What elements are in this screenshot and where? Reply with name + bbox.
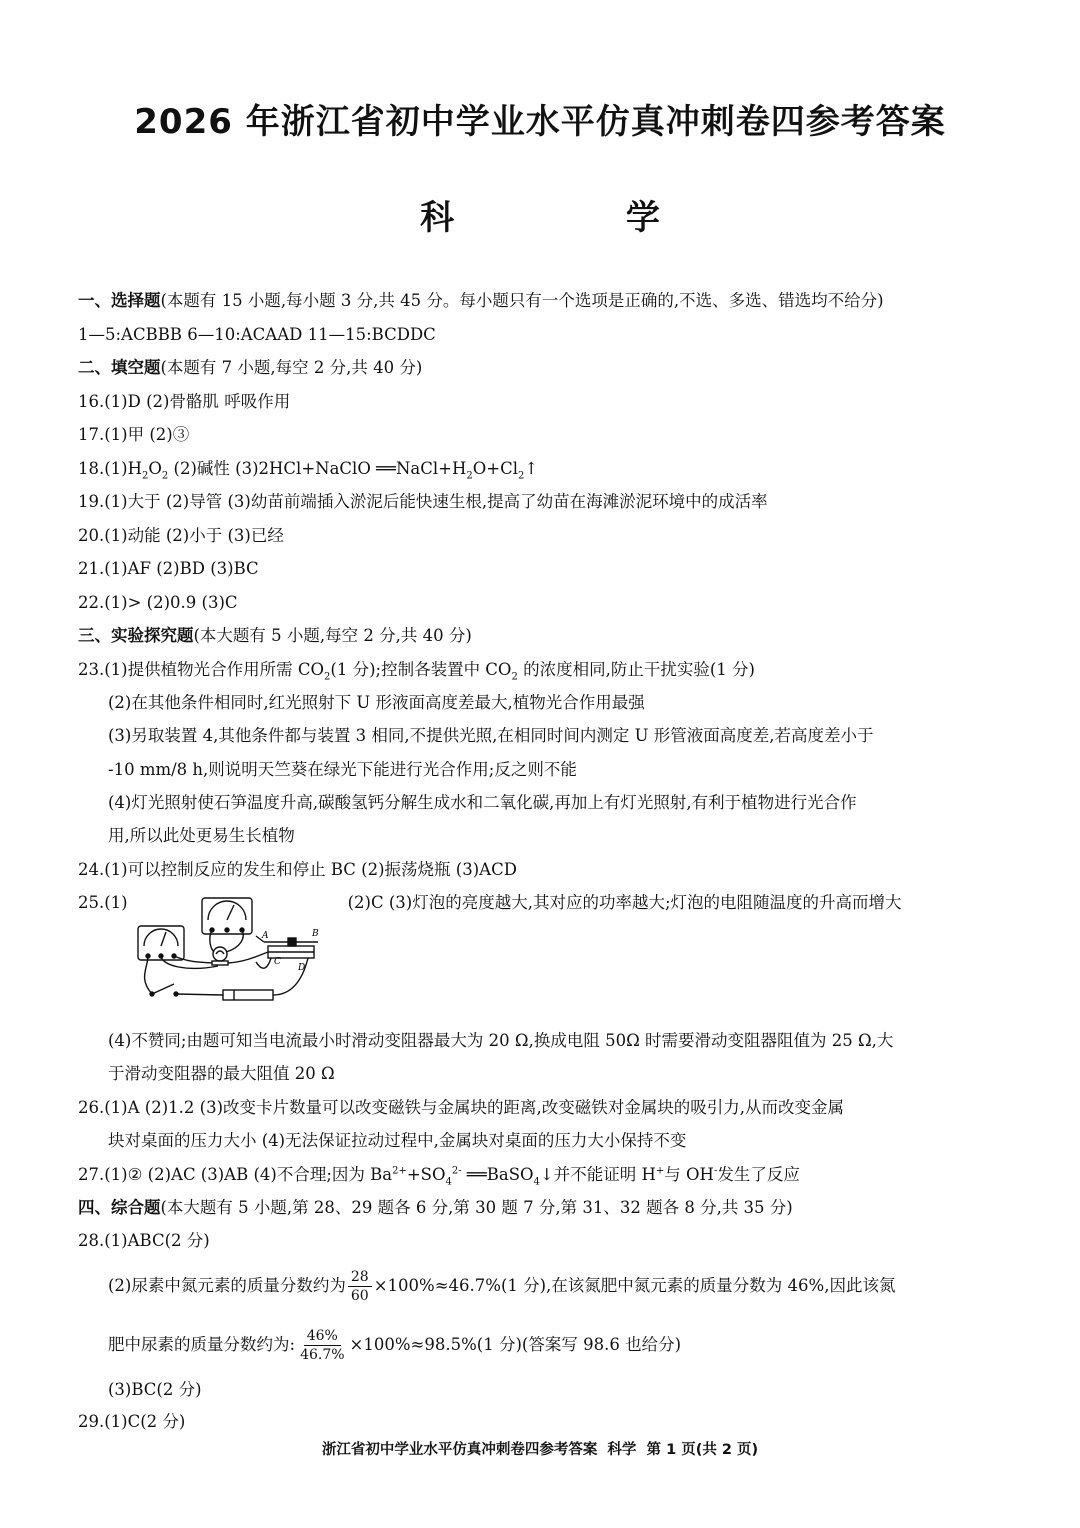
superscript: 2- xyxy=(451,1165,462,1177)
answer-23-text: 23.(1)提供植物光合作用所需 CO xyxy=(78,660,325,679)
answer-28-text: ×100%≈46.7%(1 分),在该氮肥中氮元素的质量分数为 46%,因此该氮 xyxy=(373,1276,896,1295)
terminal-label-b: B xyxy=(312,929,319,939)
section-1-label: 一、选择题 xyxy=(78,291,161,310)
answer-18-text: O+Cl xyxy=(472,459,518,478)
answer-24: 24.(1)可以控制反应的发生和停止 BC (2)振荡烧瓶 (3)ACD xyxy=(78,860,517,879)
answer-26-line-2: 块对桌面的压力大小 (4)无法保证拉动过程中,金属块对桌面的压力大小保持不变 xyxy=(108,1131,687,1150)
fraction-numerator: 46% xyxy=(304,1327,341,1346)
answer-21: 21.(1)AF (2)BD (3)BC xyxy=(78,559,259,578)
answer-28-text: 肥中尿素的质量分数约为: xyxy=(108,1335,296,1354)
subscript: 2 xyxy=(518,470,525,482)
fraction-numerator: 28 xyxy=(348,1268,372,1287)
subscript: 4 xyxy=(445,1176,452,1188)
answer-20: 20.(1)动能 (2)小于 (3)已经 xyxy=(78,526,284,545)
choice-answers: 1—5:ACBBB 6—10:ACAAD 11—15:BCDDC xyxy=(78,325,436,344)
section-1-desc: (本题有 15 小题,每小题 3 分,共 45 分。每小题只有一个选项是正确的,不选、多选、错选均不给分) xyxy=(160,291,884,310)
answer-27-text: ↓并不能证明 H xyxy=(539,1165,656,1184)
section-3-label: 三、实验探究题 xyxy=(78,626,194,645)
answer-18 xyxy=(78,458,1008,480)
section-1-header xyxy=(78,290,1008,312)
answer-28-line-2 xyxy=(108,1266,1038,1306)
answer-25-text: (2)C (3)灯泡的亮度越大,其对应的功率越大;灯泡的电阻随温度的升高而增大 xyxy=(347,893,902,912)
switch-icon xyxy=(152,984,174,994)
answer-18-text: O xyxy=(148,459,162,478)
answer-16: 16.(1)D (2)骨骼肌 呼吸作用 xyxy=(78,392,291,411)
answer-23-line-1 xyxy=(78,659,1008,681)
page-footer: 浙江省初中学业水平仿真冲刺卷四参考答案 科学 第 1 页(共 2 页) xyxy=(321,1442,759,1458)
answer-28-line-3 xyxy=(108,1325,1038,1365)
terminal-label-c: C xyxy=(274,957,281,967)
section-3-desc: (本大题有 5 小题,每空 2 分,共 40 分) xyxy=(193,626,472,645)
answer-29: 29.(1)C(2 分) xyxy=(78,1412,186,1431)
page-title: 2026 年浙江省初中学业水平仿真冲刺卷四参考答案 xyxy=(134,102,946,142)
answer-23-text: 的浓度相同,防止干扰实验(1 分) xyxy=(517,660,755,679)
answer-19: 19.(1)大于 (2)导管 (3)幼苗前端插入淤泥后能快速生根,提高了幼苗在海滩淤泥环境中的成活率 xyxy=(78,492,768,511)
superscript: - xyxy=(713,1165,718,1177)
answer-23-line-2: (2)在其他条件相同时,红光照射下 U 形液面高度差最大,植物光合作用最强 xyxy=(108,693,645,712)
battery-icon xyxy=(223,990,273,1000)
section-3-header xyxy=(78,625,1008,647)
terminal-label-a: A xyxy=(262,931,269,941)
answer-27-text: ══BaSO xyxy=(461,1165,534,1184)
fraction-denominator: 46.7% xyxy=(300,1347,345,1363)
fraction-28-60 xyxy=(348,1268,372,1305)
subscript: 2 xyxy=(511,671,518,683)
answer-27 xyxy=(78,1164,1008,1186)
section-2-header xyxy=(78,357,1008,379)
section-4-desc: (本大题有 5 小题,第 28、29 题各 6 分,第 30 题 7 分,第 31、32 题各 8 分,共 35 分) xyxy=(160,1198,793,1217)
bulb-icon xyxy=(213,947,227,961)
answer-23-line-3: (3)另取装置 4,其他条件都与装置 3 相同,不提供光照,在相同时间内测定 U 形管液面高度差,若高度差小于 xyxy=(108,726,874,745)
answer-18-text: (2)碱性 (3)2HCl+NaClO ══NaCl+H xyxy=(168,459,467,478)
answer-28-text: ×100%≈98.5%(1 分)(答案写 98.6 也给分) xyxy=(349,1335,682,1354)
fraction-46-46-7 xyxy=(297,1327,347,1364)
circuit-diagram xyxy=(128,888,328,1010)
subscript: 2 xyxy=(142,470,149,482)
gas-arrow: ↑ xyxy=(524,459,539,478)
answer-27-text: 与 OH xyxy=(664,1165,714,1184)
answer-28-text: (2)尿素中氮元素的质量分数约为 xyxy=(108,1276,346,1295)
superscript: 2+ xyxy=(392,1165,407,1177)
subscript: 2 xyxy=(324,671,331,683)
subscript: 2 xyxy=(161,470,169,482)
subscript: 4 xyxy=(533,1176,540,1188)
section-4-header xyxy=(78,1197,1008,1219)
answer-22: 22.(1)> (2)0.9 (3)C xyxy=(78,593,238,612)
answer-27-text: 27.(1)② (2)AC (3)AB (4)不合理;因为 Ba xyxy=(78,1165,393,1184)
section-2-desc: (本题有 7 小题,每空 2 分,共 40 分) xyxy=(160,358,423,377)
subject-title: 科 学 xyxy=(420,198,740,238)
answer-26-line-1: 26.(1)A (2)1.2 (3)改变卡片数量可以改变磁铁与金属块的距离,改变磁铁对金属块的吸引力,从而改变金属 xyxy=(78,1098,844,1117)
answer-27-text: +SO xyxy=(406,1165,446,1184)
answer-27-text: 发生了反应 xyxy=(717,1165,800,1184)
answer-23-line-4: -10 mm/8 h,则说明天竺葵在绿光下能进行光合作用;反之则不能 xyxy=(108,760,577,779)
subscript: 2 xyxy=(466,470,473,482)
section-4-label: 四、综合题 xyxy=(78,1198,161,1217)
fraction-denominator: 60 xyxy=(350,1288,369,1304)
answer-28-line-1: 28.(1)ABC(2 分) xyxy=(78,1231,210,1250)
answer-17: 17.(1)甲 (2)③ xyxy=(78,425,190,444)
answer-25-label: 25.(1) xyxy=(78,893,128,912)
superscript: + xyxy=(655,1165,665,1177)
answer-23-text: (1 分);控制各装置中 CO xyxy=(330,660,512,679)
answer-25-line-2: (4)不赞同;由题可知当电流最小时滑动变阻器最大为 20 Ω,换成电阻 50Ω 时需要滑动变阻器阻值为 25 Ω,大 xyxy=(108,1031,894,1050)
answer-23-line-5: (4)灯光照射使石笋温度升高,碳酸氢钙分解生成水和二氧化碳,再加上有灯光照射,有利于植物进行光合作 xyxy=(108,793,857,812)
answer-23-line-6: 用,所以此处更易生长植物 xyxy=(108,826,295,845)
answer-25-line-3: 于滑动变阻器的最大阻值 20 Ω xyxy=(108,1064,335,1083)
section-2-label: 二、填空题 xyxy=(78,358,161,377)
terminal-label-d: D xyxy=(298,963,306,973)
answer-28-line-4: (3)BC(2 分) xyxy=(108,1380,202,1399)
answer-18-text: 18.(1)H xyxy=(78,459,143,478)
